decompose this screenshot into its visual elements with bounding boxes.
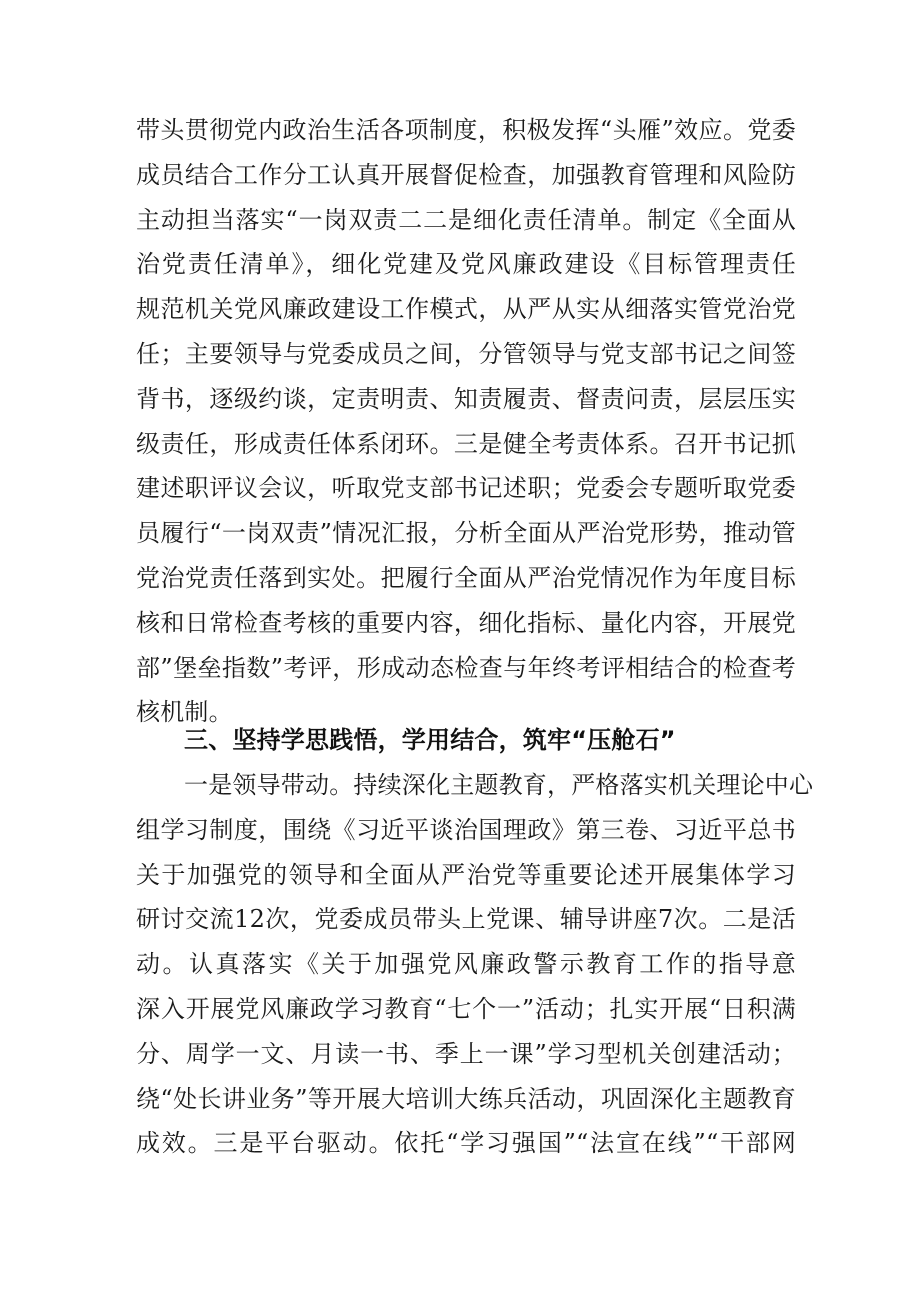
paragraph-line: 动。认真落实《关于加强党风廉政警示教育工作的指导意 (136, 950, 796, 979)
paragraph-line: 级责任，形成责任体系闭环。三是健全考责体系。召开书记抓 (136, 429, 796, 458)
paragraph-line: 组学习制度，围绕《习近平谈治国理政》第三卷、习近平总书 (136, 815, 796, 844)
paragraph-line: 研讨交流12次，党委成员带头上党课、辅导讲座7次。二是活 (136, 905, 796, 934)
section-heading-block (136, 718, 796, 763)
paragraph-line: 规范机关党风廉政建设工作模式，从严从实从细落实管党治党 (136, 295, 796, 324)
paragraph-line: 带头贯彻党内政治生活各项制度，积极发挥“头雁”效应。党委 (136, 116, 796, 144)
paragraph-line: 建述职评议会议，听取党支部书记述职；党委会专题听取党委 (136, 474, 796, 503)
paragraph-line: 核和日常检查考核的重要内容，细化指标、量化内容，开展党 (136, 608, 796, 637)
paragraph-line: 一是领导带动。持续深化主题教育，严格落实机关理论中心 (184, 771, 814, 799)
paragraph-line: 员履行“一岗双责”情况汇报，分析全面从严治党形势，推动管 (136, 519, 796, 548)
paragraph-line: 成员结合工作分工认真开展督促检查，加强教育管理和风险防 (136, 160, 796, 189)
paragraph-line: 关于加强党的领导和全面从严治党等重要论述开展集体学习 (136, 860, 796, 889)
paragraph-line: 核机制。 (136, 698, 233, 727)
paragraph-line: 主动担当落实“一岗双责二二是细化责任清单。制定《全面从 (136, 205, 796, 234)
paragraph-line: 背书，逐级约谈，定责明责、知责履责、督责问责，层层压实 (136, 384, 796, 413)
paragraph-2 (136, 763, 814, 1166)
paragraph-line: 分、周学一文、月读一书、季上一课”学习型机关创建活动； (136, 1039, 796, 1068)
paragraph-line: 治党责任清单》，细化党建及党风廉政建设《目标管理责任 (136, 250, 796, 279)
section-heading: 三、坚持学思践悟，学用结合，筑牢“压舱石” (184, 726, 676, 754)
paragraph-line: 党治党责任落到实处。把履行全面从严治党情况作为年度目标 (136, 563, 796, 592)
paragraph-line: 部”堡垒指数”考评，形成动态检查与年终考评相结合的检查考 (136, 653, 796, 682)
paragraph-line: 深入开展党风廉政学习教育“七个一”活动；扎实开展“日积满 (136, 994, 796, 1023)
paragraph-1 (136, 108, 796, 735)
paragraph-line: 绕“处长讲业务”等开展大培训大练兵活动，巩固深化主题教育 (136, 1084, 796, 1113)
paragraph-line: 成效。三是平台驱动。依托“学习强国”“法宣在线”“干部网 (136, 1129, 796, 1158)
paragraph-line: 任；主要领导与党委成员之间，分管领导与党支部书记之间签 (136, 339, 796, 368)
